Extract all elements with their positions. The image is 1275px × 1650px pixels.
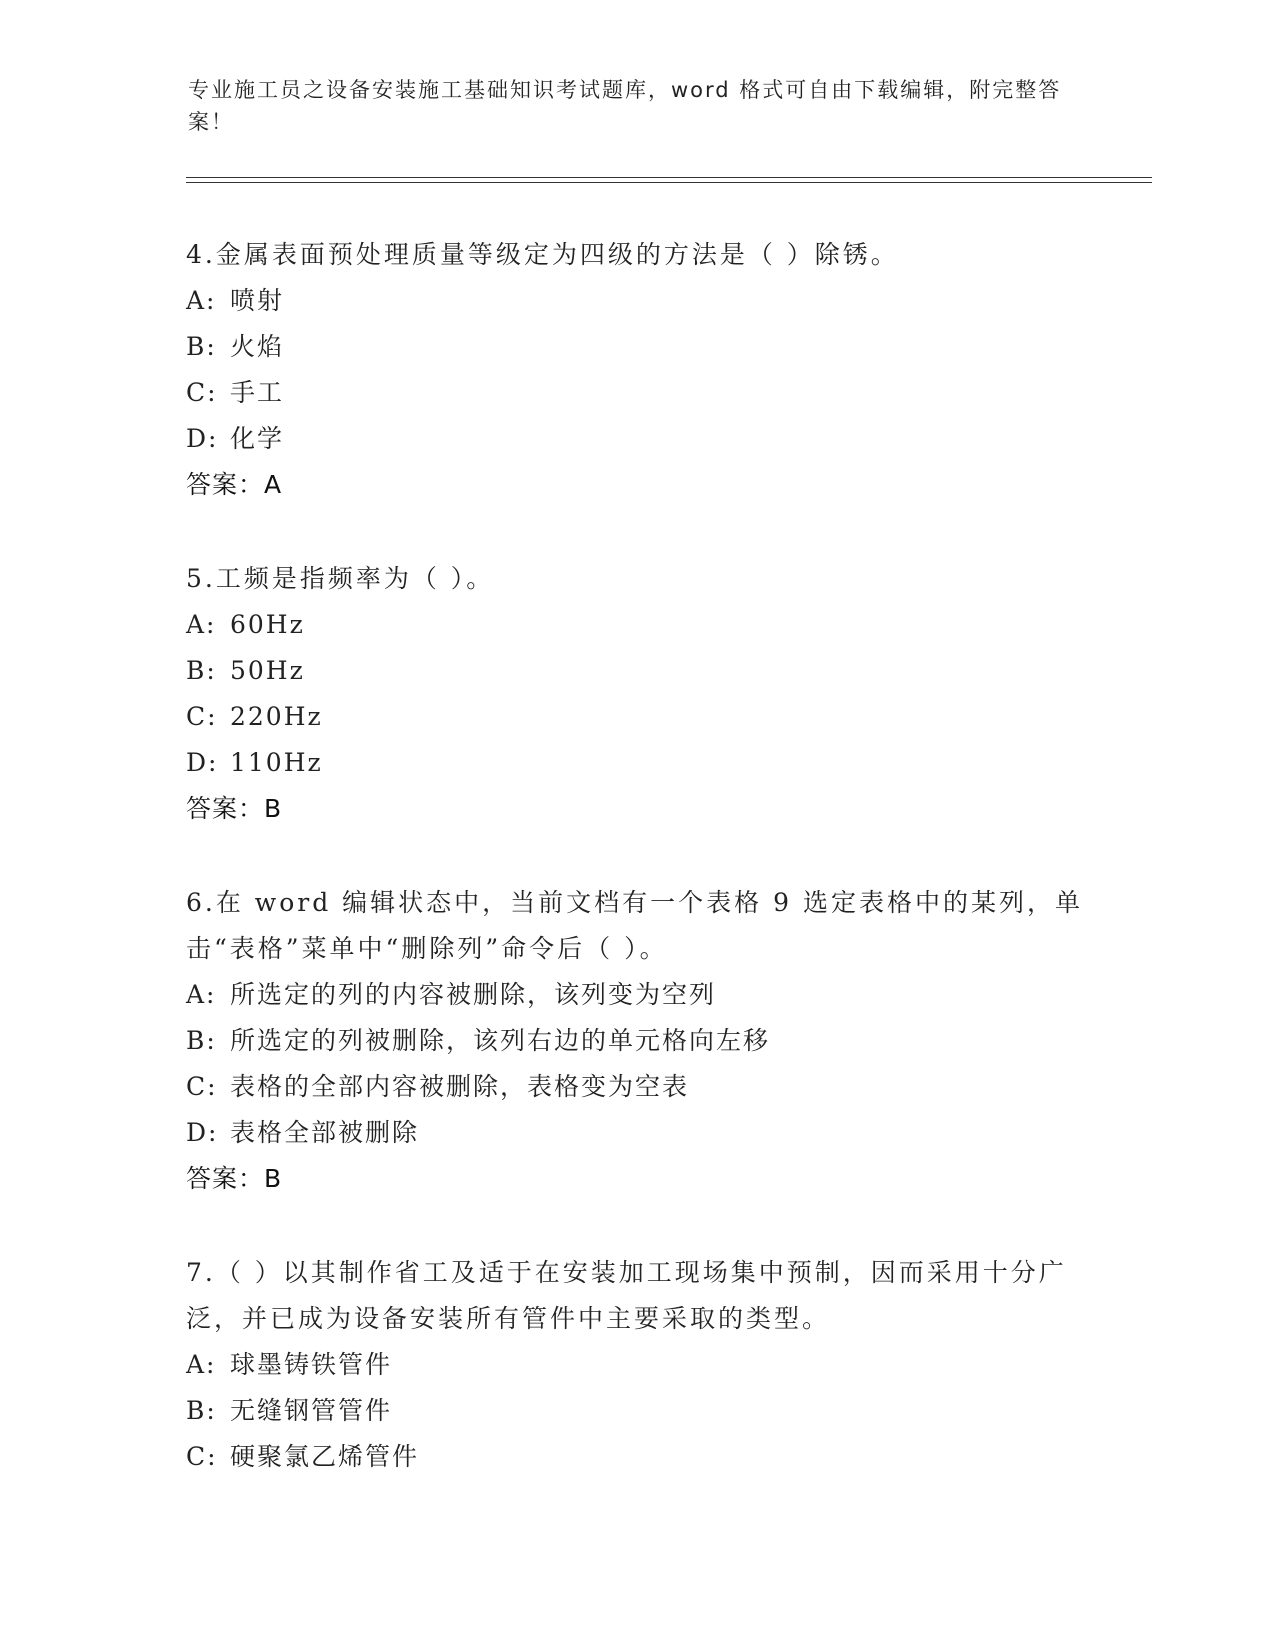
- option-b: [186, 1388, 1086, 1434]
- option-text: 硬聚氯乙烯管件: [230, 1442, 420, 1471]
- option-a: [186, 972, 1086, 1018]
- option-letter: B:: [186, 332, 217, 361]
- option-b: [186, 1018, 1086, 1064]
- option-letter: D:: [186, 748, 219, 777]
- question-text: 5.工频是指频率为（ ）。: [186, 564, 495, 593]
- option-d: [186, 1110, 1086, 1156]
- option-letter: C:: [186, 1072, 218, 1101]
- option-letter: C:: [186, 378, 218, 407]
- option-letter: C:: [186, 1442, 218, 1471]
- option-d: [186, 740, 1086, 786]
- question-4: [186, 232, 1086, 508]
- option-a: [186, 1342, 1086, 1388]
- answer-line: 答案：B: [186, 1164, 283, 1193]
- question-5: [186, 556, 1086, 832]
- option-b: [186, 324, 1086, 370]
- question-text: 6.在 word 编辑状态中，当前文档有一个表格 9 选定表格中的某列，单击“表格”菜单中“删除列”命令后（ ）。: [186, 888, 1083, 963]
- option-c: [186, 1434, 1086, 1480]
- header-divider-top: [186, 177, 1152, 178]
- option-text: 化学: [230, 424, 285, 453]
- option-letter: D:: [186, 424, 219, 453]
- question-7: [186, 1250, 1086, 1480]
- option-letter: A:: [186, 610, 217, 639]
- option-letter: C:: [186, 702, 218, 731]
- question-text: 4.金属表面预处理质量等级定为四级的方法是（ ）除锈。: [186, 240, 899, 269]
- option-letter: B:: [186, 656, 217, 685]
- header-divider-bottom: [186, 182, 1152, 183]
- option-text: 表格的全部内容被删除，表格变为空表: [230, 1072, 690, 1101]
- question-6: [186, 880, 1086, 1202]
- question-list: [186, 232, 1086, 1528]
- option-letter: B:: [186, 1026, 217, 1055]
- option-c: [186, 370, 1086, 416]
- option-text: 表格全部被删除: [230, 1118, 420, 1147]
- option-text: 喷射: [230, 286, 285, 315]
- option-c: [186, 1064, 1086, 1110]
- option-a: [186, 602, 1086, 648]
- option-text: 50Hz: [230, 656, 305, 685]
- option-b: [186, 648, 1086, 694]
- option-c: [186, 694, 1086, 740]
- option-text: 火焰: [230, 332, 285, 361]
- document-header: 专业施工员之设备安装施工基础知识考试题库，word 格式可自由下载编辑，附完整答案！: [188, 78, 1062, 134]
- option-letter: D:: [186, 1118, 219, 1147]
- option-d: [186, 416, 1086, 462]
- option-letter: A:: [186, 1350, 217, 1379]
- option-letter: A:: [186, 980, 217, 1009]
- option-text: 球墨铸铁管件: [230, 1350, 393, 1379]
- question-text: 7.（ ）以其制作省工及适于在安装加工现场集中预制，因而采用十分广泛，并已成为设备安装所有管件中主要采取的类型。: [186, 1258, 1067, 1333]
- option-text: 无缝钢管管件: [230, 1396, 393, 1425]
- option-text: 60Hz: [230, 610, 305, 639]
- option-text: 手工: [230, 378, 285, 407]
- option-letter: A:: [186, 286, 217, 315]
- option-text: 所选定的列被删除，该列右边的单元格向左移: [230, 1026, 771, 1055]
- option-a: [186, 278, 1086, 324]
- option-text: 所选定的列的内容被删除，该列变为空列: [230, 980, 717, 1009]
- answer-line: 答案：A: [186, 470, 283, 499]
- option-text: 110Hz: [230, 748, 323, 777]
- answer-line: 答案：B: [186, 794, 283, 823]
- option-letter: B:: [186, 1396, 217, 1425]
- option-text: 220Hz: [230, 702, 323, 731]
